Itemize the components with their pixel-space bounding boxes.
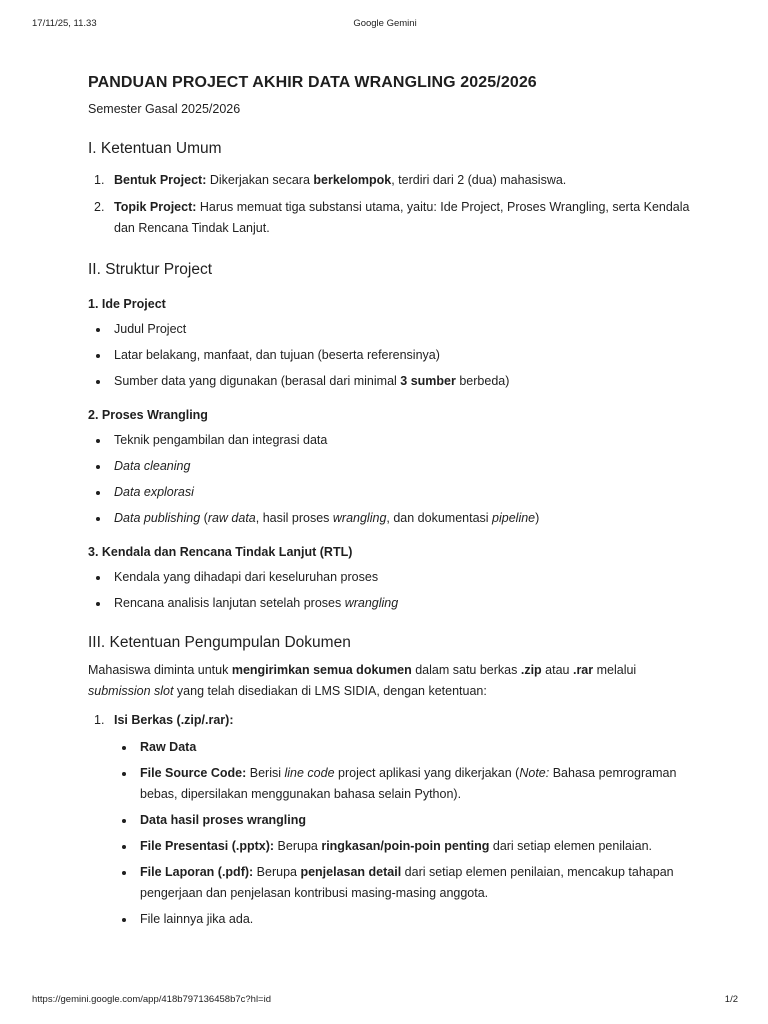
list-item <box>88 371 698 392</box>
intro-bold: .rar <box>572 663 594 677</box>
item-text: Bahasa pemrograman bebas, dipersilakan menggunakan bahasa selain Python). <box>140 766 677 801</box>
item-italic: raw data <box>207 511 256 525</box>
item-text: Berupa <box>274 839 322 853</box>
item-label: Topik Project: <box>114 200 197 214</box>
kendala-rtl-list <box>88 567 698 614</box>
list-item <box>88 593 698 614</box>
list-number: 1. <box>94 713 105 727</box>
list-item <box>88 170 698 191</box>
intro-bold: .zip <box>520 663 542 677</box>
print-header <box>32 18 738 29</box>
proses-wrangling-list <box>88 430 698 529</box>
pengumpulan-intro <box>88 660 698 702</box>
list-item <box>88 482 698 503</box>
list-item: Kendala yang dihadapi dari keseluruhan proses <box>88 567 698 588</box>
item-text: project aplikasi yang dikerjakan ( <box>334 766 520 780</box>
subsection-heading-ide-project: 1. Ide Project <box>88 297 166 311</box>
intro-text: Mahasiswa diminta untuk <box>88 663 232 677</box>
list-number: 1. <box>94 173 105 187</box>
item-italic: Data cleaning <box>114 459 191 473</box>
intro-bold: mengirimkan semua dokumen <box>231 663 412 677</box>
list-item: Teknik pengambilan dan integrasi data <box>88 430 698 451</box>
document-subtitle: Semester Gasal 2025/2026 <box>88 102 241 116</box>
intro-text: melalui <box>593 663 637 677</box>
print-datetime: 17/11/25, 11.33 <box>32 18 97 29</box>
ide-project-list <box>88 319 698 392</box>
item-text: , terdiri dari 2 (dua) mahasiswa. <box>391 173 567 187</box>
item-italic: wrangling <box>332 511 387 525</box>
pengumpulan-list <box>88 710 698 930</box>
list-item: Latar belakang, manfaat, dan tujuan (beserta referensinya) <box>88 345 698 366</box>
list-item <box>114 862 698 904</box>
item-text: berbeda) <box>455 374 510 388</box>
list-item <box>114 836 698 857</box>
list-item: Judul Project <box>88 319 698 340</box>
item-bold: File Laporan (.pdf): <box>140 865 254 879</box>
document-title: PANDUAN PROJECT AKHIR DATA WRANGLING 2025/2026 <box>88 74 537 91</box>
list-item <box>88 456 698 477</box>
item-label: Isi Berkas (.zip/.rar): <box>114 713 234 727</box>
list-item <box>114 737 698 758</box>
item-italic: wrangling <box>344 596 399 610</box>
item-text: Dikerjakan secara <box>206 173 314 187</box>
intro-text: atau <box>541 663 573 677</box>
section-heading-struktur-project: II. Struktur Project <box>88 261 213 278</box>
item-text: Sumber data yang digunakan (berasal dari minimal <box>114 374 401 388</box>
item-bold: 3 sumber <box>400 374 456 388</box>
item-text: Berupa <box>253 865 301 879</box>
page-url[interactable]: https://gemini.google.com/app/418b797136458b7c?hl=id <box>32 994 272 1005</box>
item-bold: ringkasan/poin-poin penting <box>321 839 490 853</box>
item-bold: Raw Data <box>140 740 197 754</box>
item-italic: Data explorasi <box>114 485 194 499</box>
intro-text: dalam satu berkas <box>411 663 521 677</box>
item-italic: Note: <box>519 766 550 780</box>
item-text: dari setiap elemen penilaian. <box>489 839 652 853</box>
item-text: Berisi <box>246 766 285 780</box>
list-item <box>114 810 698 831</box>
list-item <box>114 763 698 805</box>
list-item: File lainnya jika ada. <box>114 909 698 930</box>
item-italic: line code <box>284 766 335 780</box>
list-item <box>88 508 698 529</box>
item-bold: File Presentasi (.pptx): <box>140 839 275 853</box>
item-bold: berkelompok <box>313 173 392 187</box>
item-italic: Data publishing <box>114 511 201 525</box>
item-text: , hasil proses <box>255 511 333 525</box>
print-page-title: Google Gemini <box>353 18 417 29</box>
item-text: ( <box>200 511 208 525</box>
isi-berkas-list <box>114 737 698 930</box>
document-body <box>88 74 698 936</box>
ketentuan-umum-list <box>88 170 698 239</box>
item-italic: pipeline <box>492 511 536 525</box>
item-text: ) <box>535 511 540 525</box>
list-item <box>88 710 698 930</box>
list-number: 2. <box>94 200 105 214</box>
item-bold: Data hasil proses wrangling <box>140 813 307 827</box>
item-text: dari setiap elemen penilaian, mencakup tahapan pengerjaan dan penjelasan kontribusi masing-masing anggota. <box>140 865 674 900</box>
print-footer <box>32 994 738 1005</box>
intro-text: yang telah disediakan di LMS SIDIA, dengan ketentuan: <box>173 684 487 698</box>
item-bold: penjelasan detail <box>300 865 402 879</box>
item-text: Rencana analisis lanjutan setelah proses <box>114 596 345 610</box>
section-heading-ketentuan-umum: I. Ketentuan Umum <box>88 140 222 157</box>
page-number: 1/2 <box>724 994 738 1005</box>
item-label: Bentuk Project: <box>114 173 207 187</box>
item-text: Harus memuat tiga substansi utama, yaitu: Ide Project, Proses Wrangling, serta Kendala dan Rencana Tindak Lanjut. <box>114 200 690 235</box>
item-bold: File Source Code: <box>140 766 247 780</box>
item-text: , dan dokumentasi <box>386 511 493 525</box>
subsection-heading-kendala-rtl: 3. Kendala dan Rencana Tindak Lanjut (RTL) <box>88 545 353 559</box>
list-item <box>88 197 698 239</box>
intro-italic: submission slot <box>88 684 174 698</box>
subsection-heading-proses-wrangling: 2. Proses Wrangling <box>88 408 208 422</box>
section-heading-pengumpulan-dokumen: III. Ketentuan Pengumpulan Dokumen <box>88 634 351 651</box>
